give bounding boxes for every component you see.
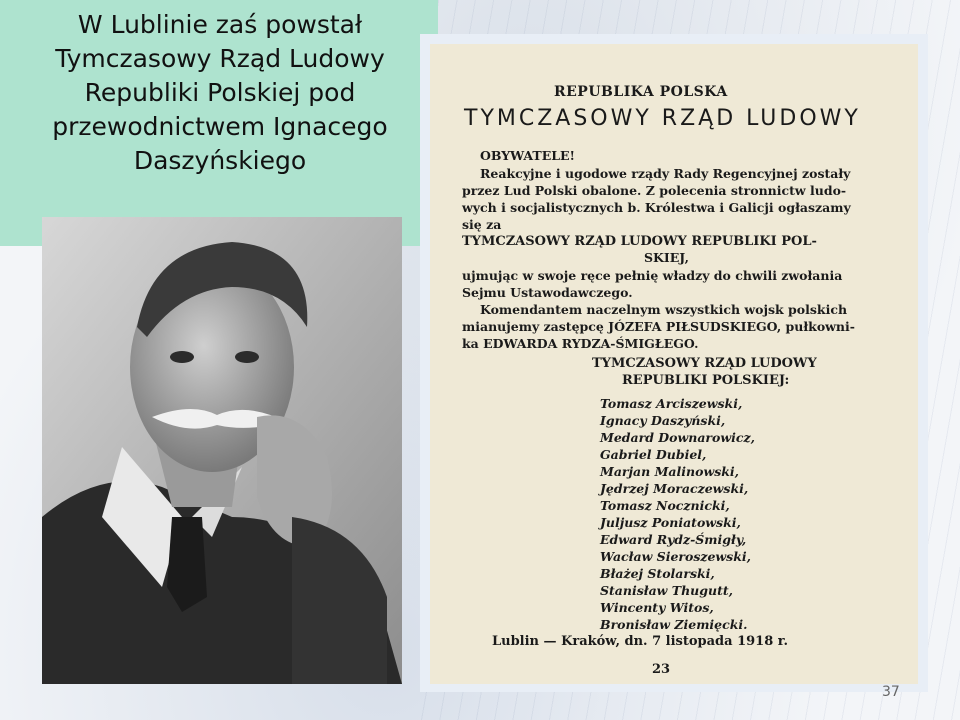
signature-title: REPUBLIKI POLSKIEJ: <box>622 373 790 388</box>
caption-line: Republiki Polskiej pod <box>84 78 356 107</box>
caption-line: Daszyńskiego <box>133 146 307 175</box>
paragraph-line: Komendantem naczelnym wszystkich wojsk polskich <box>480 302 848 317</box>
document-title: TYMCZASOWY RZĄD LUDOWY <box>464 106 861 131</box>
caption-box <box>0 0 438 246</box>
member-name: Marjan Malinowski, <box>600 464 740 479</box>
member-name: Gabriel Dubiel, <box>600 447 707 462</box>
member-name: Juljusz Poniatowski, <box>600 515 741 530</box>
member-name: Błażej Stolarski, <box>600 566 715 581</box>
paragraph-line: ujmując w swoje ręce pełnię władzy do chwili zwołania <box>462 268 843 283</box>
member-name: Stanisław Thugutt, <box>600 583 734 598</box>
document-header: REPUBLIKA POLSKA <box>554 84 728 100</box>
document-page-number: 23 <box>652 662 671 677</box>
member-name: Edward Rydz-Śmigły, <box>600 532 747 547</box>
paragraph-line: ka EDWARDA RYDZA-ŚMIGŁEGO. <box>462 336 699 351</box>
member-name: Bronisław Ziemięcki. <box>600 617 748 632</box>
member-name: Wincenty Witos, <box>600 600 714 615</box>
portrait-photo <box>42 217 402 684</box>
signature-title: TYMCZASOWY RZĄD LUDOWY <box>592 356 817 371</box>
place-date: Lublin — Kraków, dn. 7 listopada 1918 r. <box>492 634 788 649</box>
slide-caption <box>10 8 430 178</box>
member-name: Wacław Sieroszewski, <box>600 549 751 564</box>
paragraph-line: przez Lud Polski obalone. Z polecenia stronnictw ludo- <box>462 183 847 198</box>
paragraph-line: wych i socjalistycznych b. Królestwa i Galicji ogłaszamy <box>462 200 851 215</box>
member-name: Tomasz Nocznicki, <box>600 498 730 513</box>
slide-number: 37 <box>882 684 900 700</box>
caption-line: Tymczasowy Rząd Ludowy <box>55 44 385 73</box>
caption-line: przewodnictwem Ignacego <box>52 112 388 141</box>
paragraph-line: się za <box>462 217 502 232</box>
salutation: OBYWATELE! <box>480 148 576 163</box>
paragraph-line: Sejmu Ustawodawczego. <box>462 285 633 300</box>
paragraph-line: Reakcyjne i ugodowe rządy Rady Regencyjnej zostały <box>480 166 851 181</box>
member-name: Tomasz Arciszewski, <box>600 396 743 411</box>
proclaim-line: TYMCZASOWY RZĄD LUDOWY REPUBLIKI POL- <box>462 234 817 249</box>
proclamation-document <box>430 44 918 684</box>
member-name: Ignacy Daszyński, <box>600 413 726 428</box>
member-name: Jędrzej Moraczewski, <box>600 481 749 496</box>
caption-line: W Lublinie zaś powstał <box>77 10 363 39</box>
member-name: Medard Downarowicz, <box>600 430 755 445</box>
portrait-image <box>42 217 402 684</box>
paragraph-line: mianujemy zastępcę JÓZEFA PIŁSUDSKIEGO, pułkowni- <box>462 319 855 334</box>
proclaim-line: SKIEJ, <box>644 250 690 265</box>
